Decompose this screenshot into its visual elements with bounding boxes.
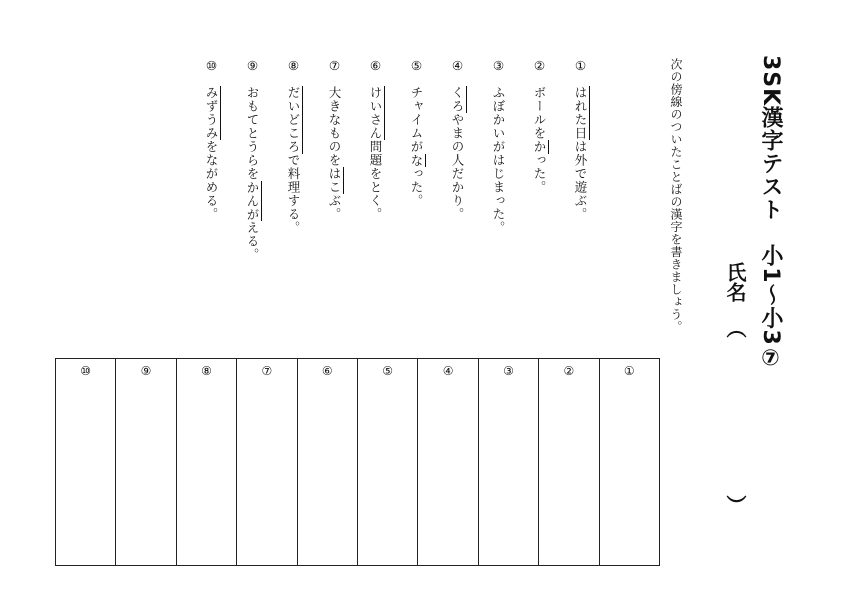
answer-cell-number: ⑤	[382, 364, 394, 378]
name-paren-close: ）	[723, 495, 747, 515]
name-paren-open: （	[723, 318, 747, 338]
question-8	[284, 58, 302, 235]
answer-cell-1[interactable]	[599, 359, 659, 565]
question-text: チャイムが	[409, 86, 424, 154]
question-3	[489, 58, 507, 235]
question-number: ⑩	[204, 58, 219, 74]
answer-cell-number: ③	[503, 364, 514, 378]
underlined-target: か	[532, 140, 547, 154]
question-number: ⑦	[327, 58, 342, 74]
answer-cell-number: ④	[442, 364, 454, 378]
question-text: をながめる。	[204, 140, 219, 221]
answer-cell-4[interactable]	[417, 359, 477, 565]
answer-cell-number: ⑨	[140, 364, 152, 378]
question-2	[530, 58, 548, 194]
question-text: で料理する。	[286, 153, 301, 235]
answer-cell-number: ⑥	[321, 364, 333, 378]
question-text: える。	[245, 221, 260, 262]
question-number: ④	[450, 58, 465, 74]
underlined-target: はこ	[327, 167, 342, 194]
question-10	[202, 58, 220, 221]
underlined-target: けいさん	[368, 86, 383, 140]
answer-cell-10[interactable]	[56, 359, 115, 565]
question-number: ⑥	[368, 58, 383, 74]
question-text: った。	[409, 167, 424, 208]
instruction-text: 次の傍線のついたことばの漢字を書きましょう。	[669, 58, 683, 333]
question-text: やまの人だかり。	[450, 113, 465, 221]
question-number: ⑤	[409, 58, 424, 74]
answer-grid	[55, 358, 660, 566]
answer-cell-2[interactable]	[538, 359, 598, 565]
underlined-target: だいどころ	[286, 86, 301, 154]
question-text: ぶ。	[327, 194, 342, 221]
answer-cell-9[interactable]	[115, 359, 175, 565]
answer-cell-7[interactable]	[236, 359, 296, 565]
question-text: った。	[532, 153, 547, 194]
question-7	[325, 58, 343, 221]
question-number: ③	[491, 58, 506, 74]
answer-cell-5[interactable]	[357, 359, 417, 565]
underlined-target: みずうみ	[204, 86, 219, 140]
question-5	[407, 58, 425, 208]
answer-cell-number: ①	[623, 364, 635, 378]
answer-cell-number: ⑩	[80, 364, 92, 378]
name-label: 氏名	[723, 262, 747, 302]
question-1	[571, 58, 589, 221]
question-text: ボールを	[532, 86, 547, 140]
underlined-target: な	[409, 153, 424, 167]
question-9	[243, 58, 261, 262]
question-4	[448, 58, 466, 221]
question-text: 問題をとく。	[368, 140, 383, 221]
question-text: ふぼかいがはじまった。	[491, 86, 506, 235]
answer-cell-number: ⑧	[201, 364, 212, 378]
question-text: は外で遊ぶ。	[573, 140, 588, 221]
question-text: 大きなものを	[327, 86, 342, 167]
answer-cell-8[interactable]	[176, 359, 236, 565]
question-number: ⑧	[286, 58, 301, 74]
question-number: ②	[532, 58, 547, 74]
underlined-target: はれた日	[573, 86, 588, 140]
worksheet-title: 3SK漢字テスト 小1〜小3⑦	[758, 55, 783, 372]
underlined-target: くろ	[450, 86, 465, 113]
question-6	[366, 58, 384, 221]
question-number: ①	[573, 58, 588, 74]
answer-cell-6[interactable]	[297, 359, 357, 565]
answer-cell-number: ⑦	[261, 364, 273, 378]
underlined-target: かんが	[245, 180, 260, 221]
question-number: ⑨	[245, 58, 260, 74]
answer-cell-number: ②	[563, 364, 575, 378]
question-text: おもてとうらを	[245, 86, 260, 181]
answer-cell-3[interactable]	[478, 359, 538, 565]
